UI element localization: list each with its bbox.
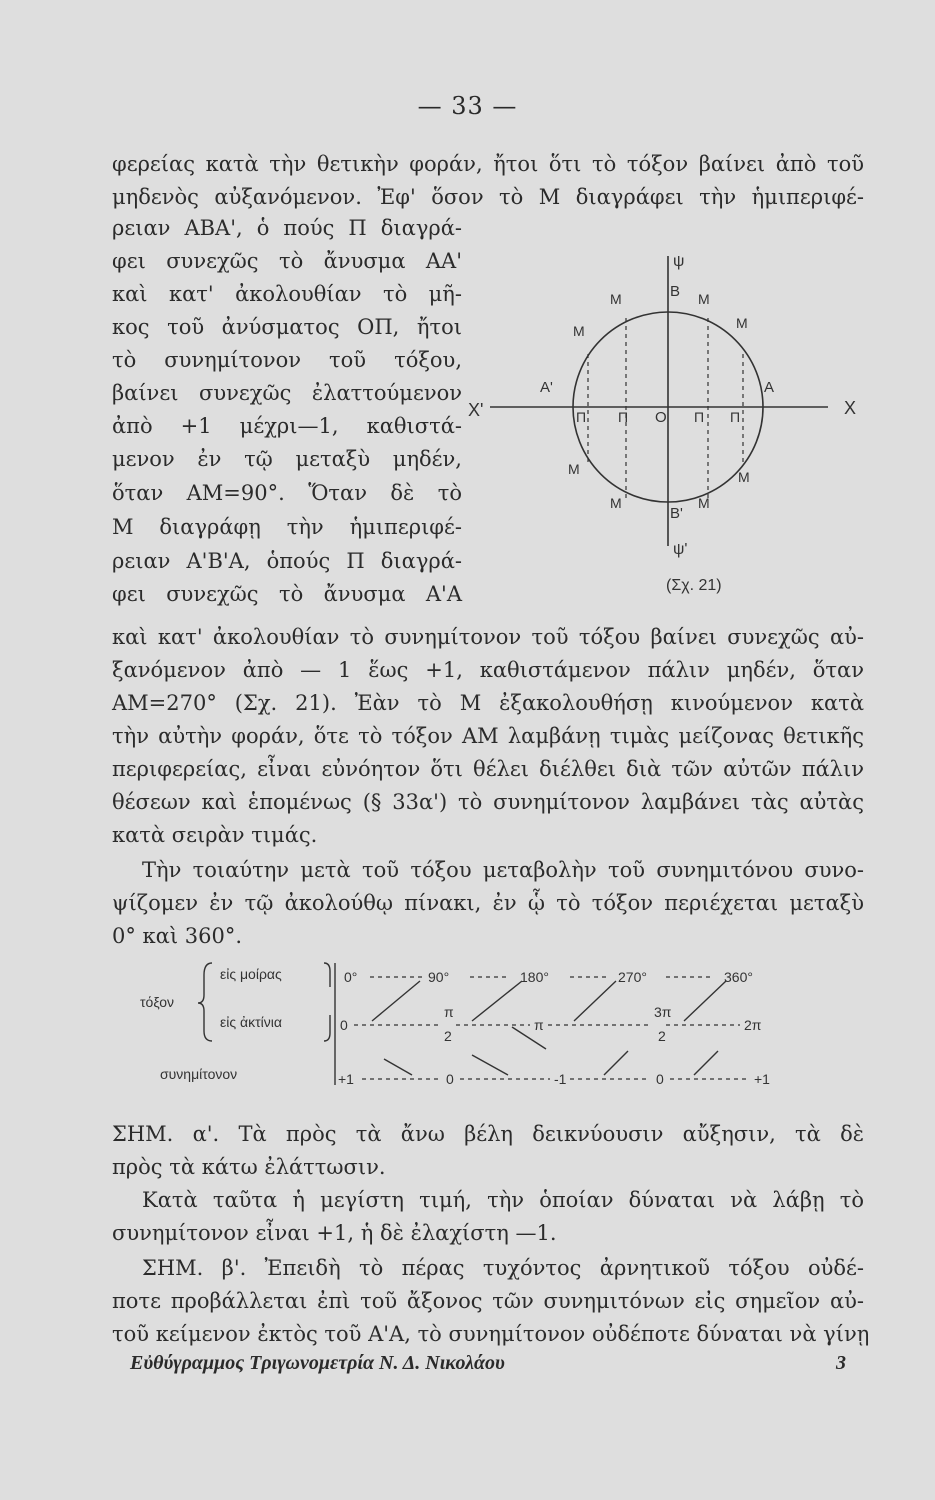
- text-line: ΣΗΜ. β'. Ἐπειδὴ τὸ πέρας τυχόντος ἀρνητικοῦ τόξου οὐδέ-: [142, 1256, 864, 1280]
- label-m: Μ: [610, 291, 622, 307]
- text-line: θέσεων καὶ ἑπομένως (§ 33α') τὸ συνημίτονον λαμβάνει τὰς αὐτὰς: [112, 790, 864, 814]
- page-number: — 33 —: [417, 92, 518, 120]
- label-m: Μ: [698, 495, 710, 511]
- text-line: βαίνει συνεχῶς ἐλαττούμενον: [112, 381, 462, 405]
- rad-3pi-den: 2: [658, 1028, 666, 1044]
- rad-0: 0: [340, 1017, 348, 1033]
- text-line: ποτε προβάλλεται ἐπὶ τοῦ ἄξονος τῶν συνημιτόνων εἰς σημεῖον αὐ-: [112, 1289, 864, 1313]
- text-line: ὅταν ΑΜ=90°. Ὅταν δὲ τὸ: [112, 481, 462, 505]
- label-p: Π: [730, 409, 741, 425]
- rad-pi-num: π: [444, 1004, 454, 1020]
- label-p: Π: [576, 409, 587, 425]
- label-m: Μ: [568, 461, 580, 477]
- rad-2pi: 2π: [744, 1017, 762, 1033]
- text-line: μενον ἐν τῷ μεταξὺ μηδέν,: [112, 447, 462, 471]
- figure-circle-diagram: [468, 236, 858, 596]
- label-synhmitonon: συνημίτονον: [160, 1066, 238, 1082]
- deg-360: 360°: [724, 969, 753, 985]
- text-line: ΣΗΜ. α'. Τὰ πρὸς τὰ ἄνω βέλη δεικνύουσιν αὔξησιν, τὰ δὲ: [112, 1122, 864, 1146]
- label-p: Π: [618, 409, 629, 425]
- text-line: φερείας κατὰ τὴν θετικὴν φοράν, ἤτοι ὅτι τὸ τόξον βαίνει ἀπὸ τοῦ: [112, 152, 864, 176]
- text-line: καὶ κατ' ἀκολουθίαν τὸ συνημίτονον τοῦ τόξου βαίνει συνεχῶς αὐ-: [112, 625, 864, 649]
- text-line: ρειαν ΑΒΑ', ὁ πούς Π διαγρά-: [112, 216, 462, 240]
- brace: [198, 963, 212, 1041]
- label-x-right: Χ: [844, 398, 857, 418]
- text-line: φει συνεχῶς τὸ ἄνυσμα Α'Α: [112, 582, 462, 606]
- label-m: Μ: [573, 323, 585, 339]
- label-m: Μ: [736, 315, 748, 331]
- text-line: τὸ συνημίτονον τοῦ τόξου,: [112, 348, 462, 372]
- label-aktinia: εἰς ἀκτίνια: [220, 1014, 282, 1030]
- text-line: τὴν αὐτὴν φοράν, ὅτε τὸ τόξον ΑΜ λαμβάνῃ τιμὰς μείζονας θετικῆς: [112, 724, 864, 748]
- label-m: Μ: [698, 291, 710, 307]
- label-x-left: Χ': [468, 400, 484, 420]
- cos-plus1: +1: [754, 1071, 770, 1087]
- label-b: Β: [670, 283, 681, 300]
- cos-0: 0: [446, 1071, 454, 1087]
- text-line: ἀπὸ +1 μέχρι—1, καθιστά-: [112, 414, 462, 438]
- deg-180: 180°: [520, 969, 549, 985]
- rad-pi-den: 2: [444, 1028, 452, 1044]
- text-line: ρειαν Α'Β'Α, ὁπούς Π διαγρά-: [112, 549, 462, 573]
- text-line: τοῦ κείμενον ἐκτὸς τοῦ Α'Α, τὸ συνημίτονον οὐδέποτε δύναται νὰ γίνῃ: [112, 1322, 870, 1346]
- text-line: κος τοῦ ἀνύσματος ΟΠ, ἤτοι: [112, 315, 462, 339]
- cos-minus1: -1: [554, 1071, 567, 1087]
- text-line: συνημίτονον εἶναι +1, ἡ δὲ ἐλαχίστη —1.: [112, 1221, 557, 1245]
- text-line: φει συνεχῶς τὸ ἄνυσμα ΑΑ': [112, 249, 462, 273]
- bracket: [324, 1015, 330, 1041]
- text-line: κατὰ σειρὰν τιμάς.: [112, 823, 318, 847]
- label-m: Μ: [610, 495, 622, 511]
- text-line: ψίζομεν ἐν τῷ ἀκολούθῳ πίνακι, ἐν ᾧ τὸ τόξον περιέχεται μεταξὺ: [112, 891, 864, 915]
- projection-lines: [588, 318, 743, 498]
- text-line: περιφερείας, εἶναι εὐνόητον ὅτι θέλει διέλθει διὰ τῶν αὐτῶν πάλιν: [112, 757, 864, 781]
- rad-pi: π: [534, 1017, 544, 1033]
- label-toxon: τόξον: [140, 994, 174, 1010]
- text-line: ξανόμενον ἀπὸ — 1 ἕως +1, καθιστάμενον πάλιν μηδέν, ὅταν: [112, 658, 864, 682]
- label-o: Ο: [655, 409, 667, 426]
- text-line: ΑΜ=270° (Σχ. 21). Ἐὰν τὸ Μ ἐξακολουθήσῃ κινούμενον κατὰ: [112, 691, 864, 715]
- arrows: [372, 981, 726, 1075]
- bracket: [324, 963, 330, 987]
- label-m: Μ: [738, 469, 750, 485]
- deg-90: 90°: [428, 969, 450, 985]
- text-line: μηδενὸς αὐξανόμενον. Ἐφ' ὅσον τὸ Μ διαγράφει τὴν ἡμιπεριφέ-: [112, 185, 864, 209]
- figure-caption: (Σχ. 21): [666, 577, 722, 594]
- text-line: καὶ κατ' ἀκολουθίαν τὸ μῆ-: [112, 282, 462, 306]
- text-line: Τὴν τοιαύτην μετὰ τοῦ τόξου μεταβολὴν τοῦ συνημιτόνου συνο-: [142, 858, 864, 882]
- cos-plus1: +1: [338, 1071, 354, 1087]
- rad-3pi-num: 3π: [654, 1004, 672, 1020]
- footer-title: Εὐθύγραμμος Τριγωνομετρία Ν. Δ. Νικολάου: [130, 1352, 505, 1374]
- label-a: Α: [764, 379, 775, 396]
- text-line: πρὸς τὰ κάτω ἐλάττωσιν.: [112, 1155, 386, 1179]
- label-p: Π: [694, 409, 705, 425]
- deg-0: 0°: [344, 969, 358, 985]
- variation-table: [130, 955, 810, 1095]
- text-line: Μ διαγράφῃ τὴν ἡμιπεριφέ-: [112, 515, 462, 539]
- footer-number: 3: [836, 1352, 846, 1374]
- label-b-prime: Β': [670, 505, 683, 522]
- label-psi-bottom: ψ': [673, 541, 688, 558]
- label-a-prime: Α': [540, 379, 553, 396]
- text-line: 0° καὶ 360°.: [112, 924, 243, 948]
- label-psi-top: ψ: [673, 253, 685, 270]
- label-moiras: εἰς μοίρας: [220, 966, 282, 982]
- text-line: Κατὰ ταῦτα ἡ μεγίστη τιμή, τὴν ὁποίαν δύναται νὰ λάβῃ τὸ: [142, 1188, 864, 1212]
- cos-0: 0: [656, 1071, 664, 1087]
- deg-270: 270°: [618, 969, 647, 985]
